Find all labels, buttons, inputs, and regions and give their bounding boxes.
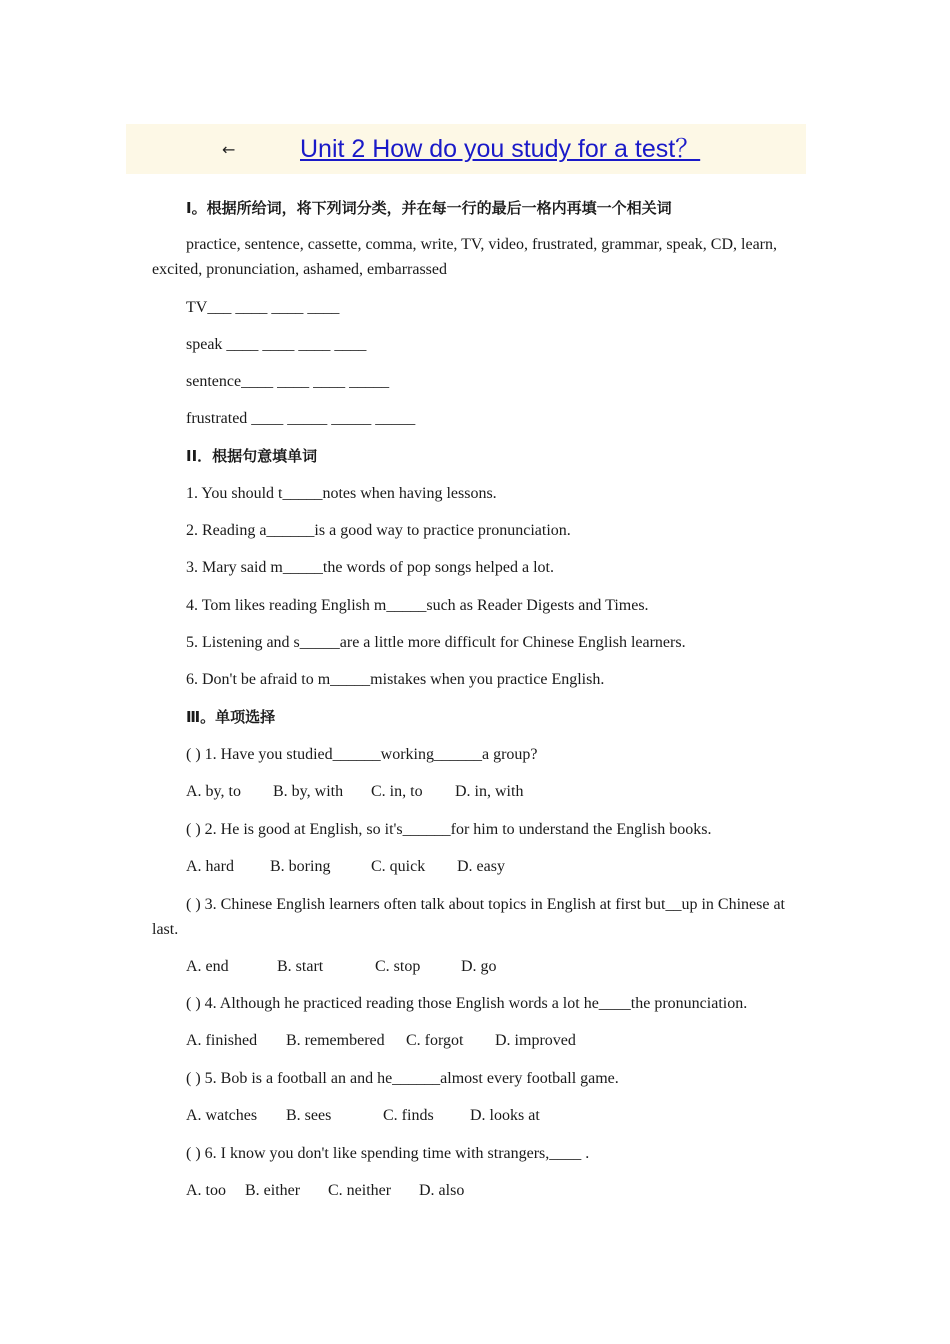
page-title-link[interactable]: Unit 2 How do you study for a test？	[300, 135, 701, 163]
question-3: ( ) 3. Chinese English learners often talk about topics in English at first but__up in Chinese at last.	[152, 896, 785, 938]
q4-option-d: D. improved	[495, 1032, 576, 1049]
section2-item: 4. Tom likes reading English m_____such as Reader Digests and Times.	[186, 597, 649, 614]
question-6: ( ) 6. I know you don't like spending time with strangers,____ .	[186, 1145, 590, 1162]
q5-option-a: A. watches	[186, 1107, 258, 1124]
q1-option-d: D. in, with	[455, 783, 524, 800]
q3-option-a: A. end	[186, 958, 229, 975]
section1-row: frustrated ____ _____ _____ _____	[186, 410, 416, 427]
section2-item: 3. Mary said m_____the words of pop songs helped a lot.	[186, 559, 554, 576]
section1-heading: Ⅰ。根据所给词，将下列词分类，并在每一行的最后一格内再填一个相关词	[186, 199, 672, 217]
q1-option-b: B. by, with	[273, 783, 344, 800]
question-5: ( ) 5. Bob is a football an and he______almost every football game.	[186, 1070, 619, 1087]
q1-option-a: A. by, to	[186, 783, 241, 800]
q2-option-b: B. boring	[270, 858, 331, 875]
q5-option-d: D. looks at	[470, 1107, 540, 1124]
q2-option-c: C. quick	[371, 858, 426, 875]
q4-option-b: B. remembered	[286, 1032, 385, 1049]
q6-option-b: B. either	[245, 1182, 301, 1199]
q6-option-a: A. too	[186, 1182, 226, 1199]
q6-option-d: D. also	[419, 1182, 465, 1199]
section2-item: 1. You should t_____notes when having lessons.	[186, 485, 497, 502]
q3-option-b: B. start	[277, 958, 324, 975]
section2-item: 2. Reading a______is a good way to practice pronunciation.	[186, 522, 571, 539]
question-4: ( ) 4. Although he practiced reading those English words a lot he____the pronunciation.	[186, 995, 748, 1012]
section2-item: 5. Listening and s_____are a little more difficult for Chinese English learners.	[186, 634, 686, 651]
q2-option-a: A. hard	[186, 858, 234, 875]
section3-heading: Ⅲ。单项选择	[186, 708, 276, 726]
q4-option-c: C. forgot	[406, 1032, 464, 1049]
q1-option-c: C. in, to	[371, 783, 423, 800]
section2-item: 6. Don't be afraid to m_____mistakes when you practice English.	[186, 671, 605, 688]
q5-option-b: B. sees	[286, 1107, 332, 1124]
q3-option-c: C. stop	[375, 958, 421, 975]
q6-option-c: C. neither	[328, 1182, 392, 1199]
back-arrow-icon[interactable]: ←	[222, 140, 236, 159]
section1-row: TV___ ____ ____ ____	[186, 299, 340, 316]
section1-word-list: practice, sentence, cassette, comma, write, TV, video, frustrated, grammar, speak, CD, learn, excited, pronunciation, ashamed, embarrassed	[152, 236, 777, 278]
section2-heading: II．根据句意填单词	[186, 447, 318, 465]
section1-row: speak ____ ____ ____ ____	[186, 336, 367, 353]
question-1: ( ) 1. Have you studied______working______a group?	[186, 746, 538, 763]
q5-option-c: C. finds	[383, 1107, 434, 1124]
q2-option-d: D. easy	[457, 858, 505, 875]
q4-option-a: A. finished	[186, 1032, 258, 1049]
question-2: ( ) 2. He is good at English, so it's______for him to understand the English books.	[186, 821, 712, 838]
section1-row: sentence____ ____ ____ _____	[186, 373, 390, 390]
q3-option-d: D. go	[461, 958, 497, 975]
